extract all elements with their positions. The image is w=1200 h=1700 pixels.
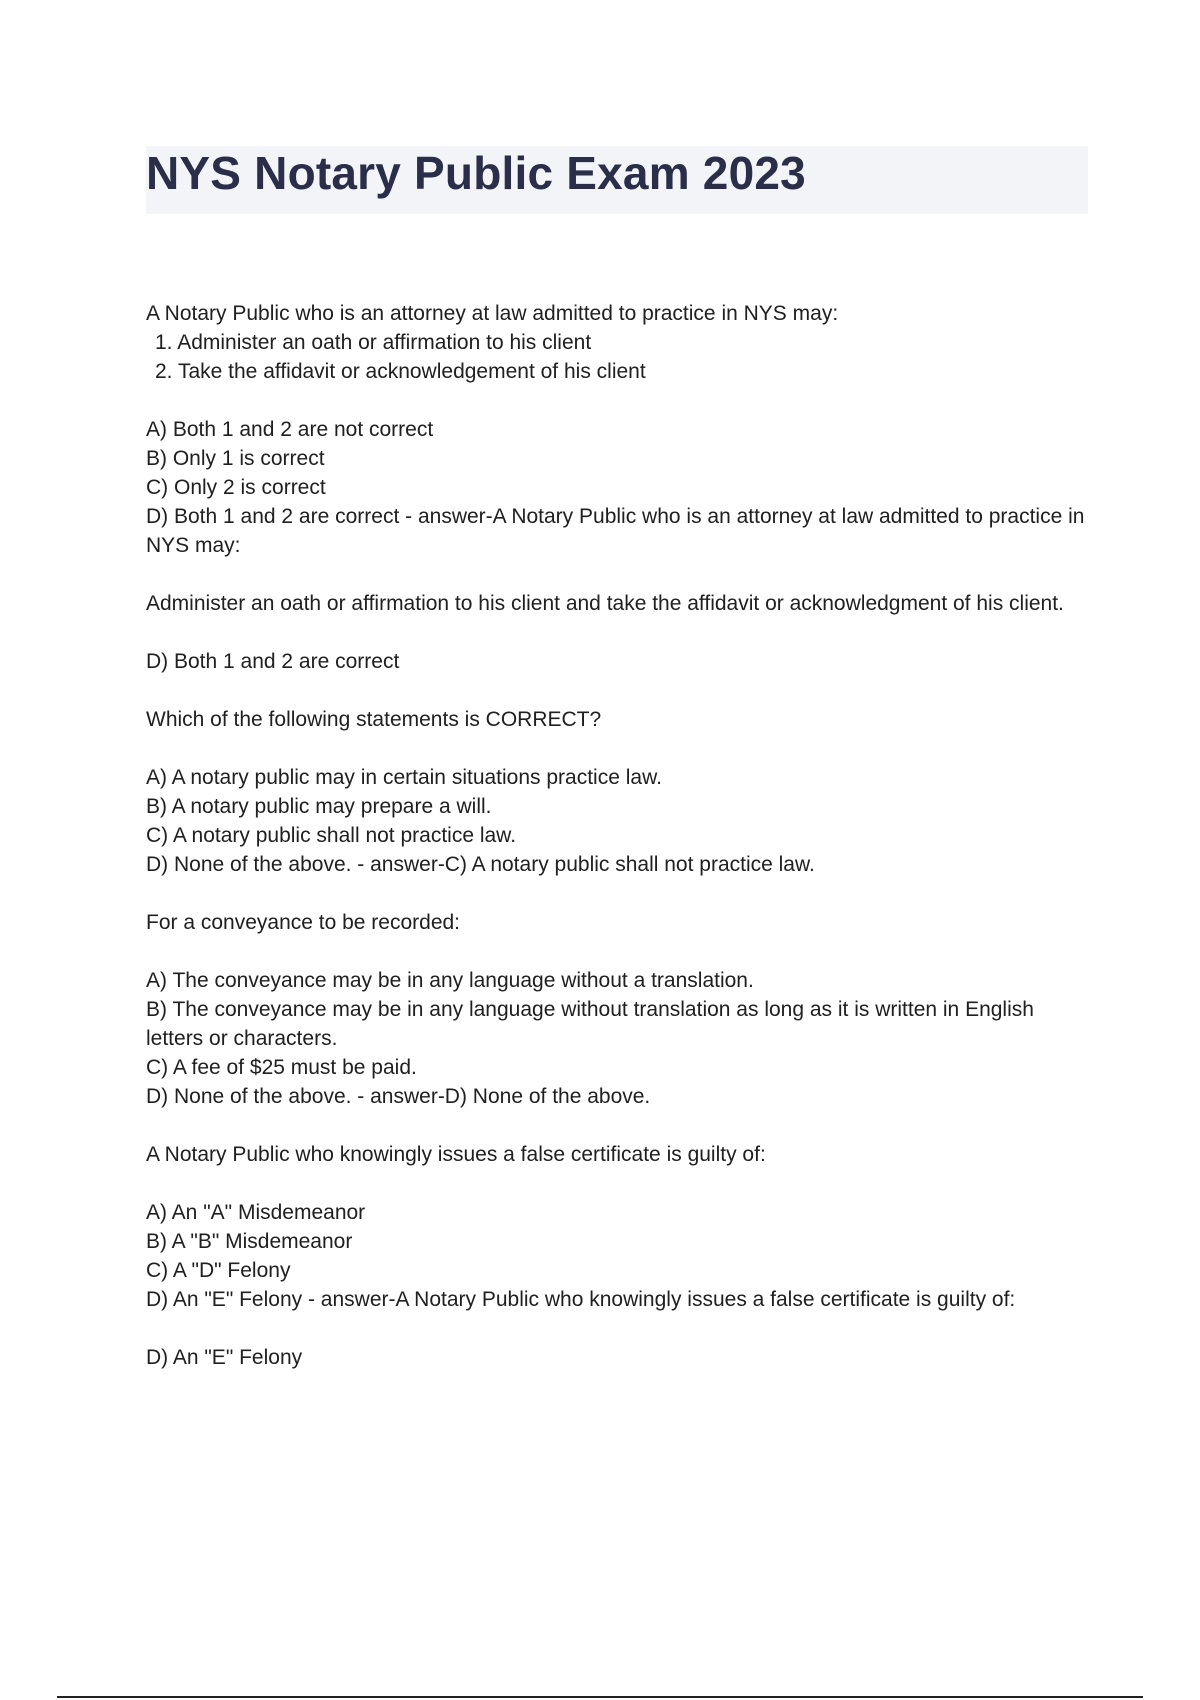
answer-explanation: Administer an oath or affirmation to his client and take the affidavit or acknowledgment of his client.: [146, 592, 1064, 615]
answer-option-with-answer: D) Both 1 and 2 are correct - answer-A Notary Public who is an attorney at law admitted to practice in NYS may:: [146, 505, 1085, 557]
document-body: [146, 299, 1096, 1372]
correct-answer: D) Both 1 and 2 are correct: [146, 650, 400, 673]
answer-option-with-answer: D) None of the above. - answer-D) None of the above.: [146, 1085, 651, 1108]
answer-option: C) Only 2 is correct: [146, 476, 326, 499]
answer-option: A) The conveyance may be in any language without a translation.: [146, 969, 754, 992]
answer-option: C) A notary public shall not practice law.: [146, 824, 517, 847]
correct-answer: D) An "E" Felony: [146, 1346, 303, 1369]
question-stem: A Notary Public who is an attorney at law admitted to practice in NYS may:: [146, 302, 839, 325]
list-item: 2. Take the affidavit or acknowledgement of his client: [155, 360, 646, 383]
question-stem: For a conveyance to be recorded:: [146, 911, 461, 934]
answer-option: B) Only 1 is correct: [146, 447, 325, 470]
question-stem: A Notary Public who knowingly issues a false certificate is guilty of:: [146, 1143, 766, 1166]
answer-option: C) A "D" Felony: [146, 1259, 291, 1282]
answer-option: C) A fee of $25 must be paid.: [146, 1056, 417, 1079]
answer-option: A) A notary public may in certain situations practice law.: [146, 766, 662, 789]
page-title: NYS Notary Public Exam 2023: [146, 147, 806, 199]
answer-option: A) Both 1 and 2 are not correct: [146, 418, 434, 441]
answer-option: A) An "A" Misdemeanor: [146, 1201, 366, 1224]
answer-option: B) A "B" Misdemeanor: [146, 1230, 353, 1253]
answer-option-with-answer: D) None of the above. - answer-C) A notary public shall not practice law.: [146, 853, 815, 876]
answer-option-with-answer: D) An "E" Felony - answer-A Notary Public who knowingly issues a false certificate is guilty of:: [146, 1288, 1016, 1311]
answer-option: B) A notary public may prepare a will.: [146, 795, 492, 818]
answer-option: B) The conveyance may be in any language without translation as long as it is written in English letters or characters.: [146, 998, 1034, 1050]
footer-divider: [57, 1696, 1143, 1698]
list-item: 1. Administer an oath or affirmation to his client: [155, 331, 592, 354]
question-stem: Which of the following statements is CORRECT?: [146, 708, 602, 731]
